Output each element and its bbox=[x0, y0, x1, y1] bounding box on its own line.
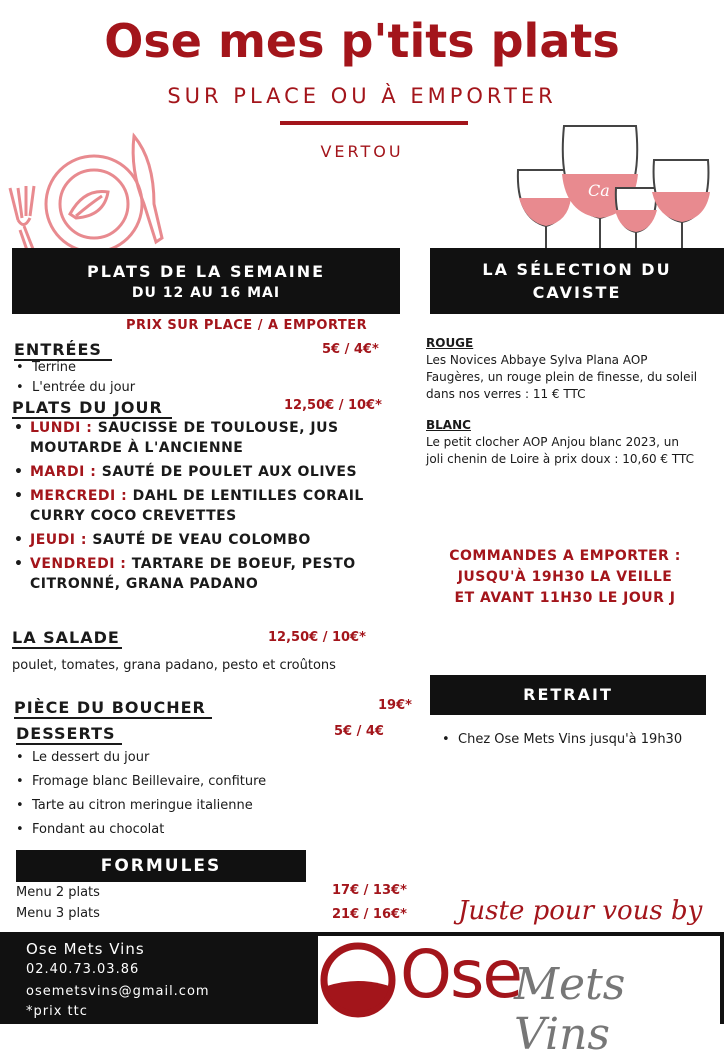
price-header: PRIX SUR PLACE / A EMPORTER bbox=[126, 318, 368, 333]
caviste-header bbox=[430, 248, 724, 314]
list-item: • Tarte au citron meringue italienne bbox=[32, 794, 266, 818]
list-item: • Terrine bbox=[32, 358, 135, 378]
commandes-line: ET AVANT 11H30 LE JOUR J bbox=[454, 590, 676, 606]
rouge-text: Les Novices Abbaye Sylva Plana AOP Faugères, un rouge plein de finesse, du soleil dans nos verres : 11 € TTC bbox=[426, 353, 698, 401]
commandes-line: JUSQU'À 19H30 LA VEILLE bbox=[457, 569, 673, 585]
footer-name: Ose Mets Vins bbox=[26, 940, 145, 958]
wine-glasses-icon bbox=[512, 118, 712, 264]
list-item: • Chez Ose Mets Vins jusqu'à 19h30 bbox=[458, 732, 682, 747]
brand-logo bbox=[318, 936, 720, 1060]
week-menu-header bbox=[12, 248, 400, 314]
commandes-line: COMMANDES A EMPORTER : bbox=[449, 548, 681, 564]
page-subtitle: SUR PLACE OU À EMPORTER bbox=[167, 84, 557, 108]
town-label: VERTOU bbox=[320, 142, 404, 161]
desserts-heading: DESSERTS bbox=[16, 724, 122, 745]
salade-heading: LA SALADE bbox=[12, 628, 122, 649]
logo-mets-text: Mets Vins bbox=[514, 959, 626, 1060]
list-item bbox=[30, 554, 408, 594]
formule-price: 21€ / 16€* bbox=[332, 907, 407, 922]
footer-phone: 02.40.73.03.86 bbox=[26, 962, 140, 977]
formules-heading: FORMULES bbox=[16, 850, 306, 882]
day-label: MERCREDI : bbox=[30, 488, 128, 504]
day-label: LUNDI : bbox=[30, 420, 93, 436]
list-item: • L'entrée du jour bbox=[32, 378, 135, 398]
retrait-heading: RETRAIT bbox=[430, 675, 706, 715]
formule-name: Menu 3 plats bbox=[16, 906, 100, 921]
boucher-price: 19€* bbox=[378, 698, 412, 713]
footer-note: *prix ttc bbox=[26, 1004, 88, 1019]
glass-text: Ca bbox=[588, 181, 610, 200]
caviste-title-line1: LA SÉLECTION DU bbox=[482, 260, 672, 279]
day-label: VENDREDI : bbox=[30, 556, 127, 572]
day-label: MARDI : bbox=[30, 464, 97, 480]
dish-text: SAUTÉ DE POULET AUX OLIVES bbox=[101, 464, 358, 480]
plats-price: 12,50€ / 10€* bbox=[284, 398, 382, 413]
dish-text: TARTARE DE BOEUF, PESTO CITRONNÉ, GRANA PADANO bbox=[30, 556, 356, 592]
list-item: • Fondant au chocolat bbox=[32, 818, 266, 842]
list-item: • Fromage blanc Beillevaire, confiture bbox=[32, 770, 266, 794]
boucher-heading: PIÈCE DU BOUCHER bbox=[14, 698, 212, 719]
entrees-price: 5€ / 4€* bbox=[322, 342, 379, 357]
desserts-list bbox=[14, 746, 266, 842]
blanc-text: Le petit clocher AOP Anjou blanc 2023, un joli chenin de Loire à prix doux : 10,60 € TTC bbox=[426, 435, 694, 466]
list-item: • Le dessert du jour bbox=[32, 746, 266, 770]
plats-heading: PLATS DU JOUR bbox=[12, 398, 172, 419]
salade-description: poulet, tomates, grana padano, pesto et croûtons bbox=[12, 658, 336, 673]
dish-text: SAUCISSE DE TOULOUSE, JUS MOUTARDE À L'ANCIENNE bbox=[30, 420, 339, 456]
entrees-list bbox=[14, 358, 135, 398]
dish-text: SAUTÉ DE VEAU COLOMBO bbox=[92, 532, 311, 548]
desserts-price: 5€ / 4€ bbox=[334, 724, 384, 739]
salade-price: 12,50€ / 10€* bbox=[268, 630, 366, 645]
list-item bbox=[30, 462, 408, 482]
day-label: JEUDI : bbox=[30, 532, 87, 548]
blanc-label: BLANC bbox=[426, 418, 471, 432]
commandes-notice bbox=[430, 546, 700, 609]
list-item bbox=[30, 418, 408, 458]
week-menu-dates: DU 12 AU 16 MAI bbox=[131, 285, 281, 301]
list-item bbox=[30, 486, 408, 526]
dish-text: DAHL DE LENTILLES CORAIL CURRY COCO CREVETTES bbox=[30, 488, 364, 524]
week-menu-title: PLATS DE LA SEMAINE bbox=[86, 262, 326, 281]
logo-ose-text: Ose bbox=[400, 936, 521, 1013]
rouge-label: ROUGE bbox=[426, 336, 474, 350]
page-title: Ose mes p'tits plats bbox=[104, 14, 620, 68]
formule-name: Menu 2 plats bbox=[16, 885, 100, 900]
formule-price: 17€ / 13€* bbox=[332, 883, 407, 898]
footer-email: osemetsvins@gmail.com bbox=[26, 984, 210, 999]
entrees-heading: ENTRÉES bbox=[14, 340, 112, 361]
retrait-list bbox=[440, 732, 682, 747]
tagline: Juste pour vous by bbox=[458, 896, 703, 926]
title-divider bbox=[280, 121, 468, 125]
plats-list bbox=[12, 418, 408, 598]
caviste-title-line2: CAVISTE bbox=[532, 283, 622, 302]
list-item bbox=[30, 530, 408, 550]
